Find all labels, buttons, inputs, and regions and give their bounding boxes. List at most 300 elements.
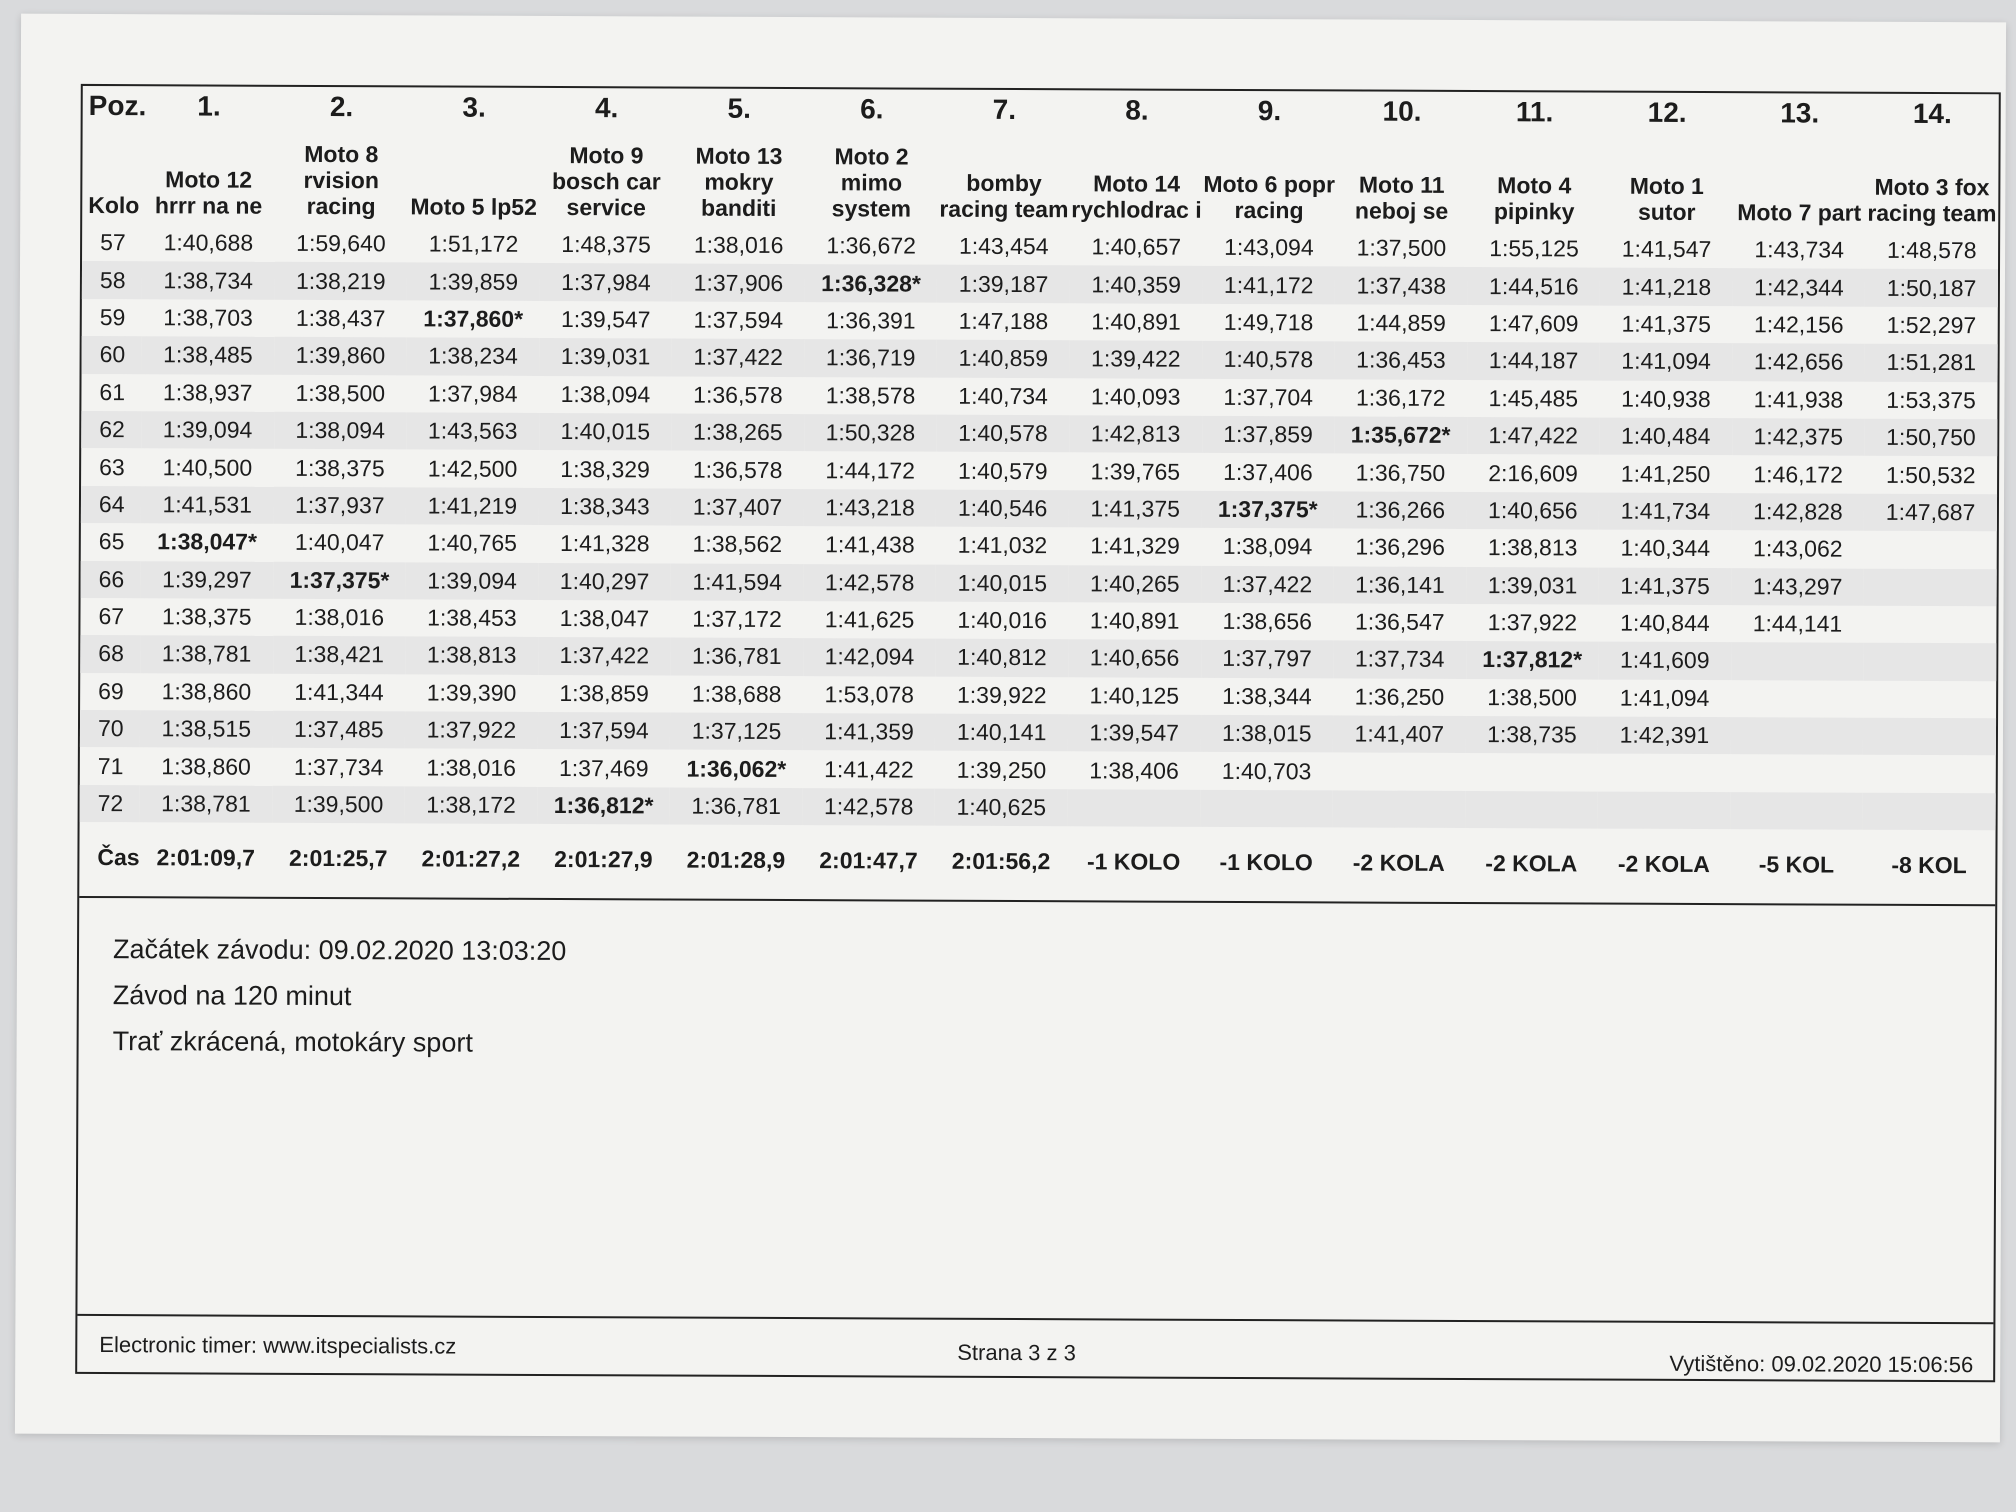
lap-time-cell: 1:38,047* <box>157 528 258 556</box>
lap-time-cell: 1:38,421 <box>273 636 406 674</box>
lap-time-cell: 1:37,438 <box>1335 267 1468 305</box>
total-time-cell: 2:01:56,2 <box>951 847 1051 874</box>
lap-time-cell: 1:38,437 <box>295 304 386 332</box>
lap-time-cell: 1:39,187 <box>937 265 1070 303</box>
lap-time-cell: 1:44,516 <box>1467 267 1600 305</box>
total-time-cell: -1 KOLO <box>1086 848 1181 875</box>
lap-time-cell: 1:38,781 <box>140 635 273 673</box>
lap-time-cell: 1:53,375 <box>1886 386 1976 413</box>
lap-time-cell: 1:38,578 <box>825 381 916 409</box>
lap-time-cell <box>1730 792 1863 830</box>
lap-time-cell: 1:38,406 <box>1089 757 1179 784</box>
lap-time-cell: 1:41,094 <box>1619 684 1710 711</box>
lap-time-cell: 1:38,656 <box>1222 608 1313 635</box>
lap-time-cell: 1:40,265 <box>1068 565 1201 603</box>
race-track: Trať zkrácená, motokáry sport <box>112 1026 473 1058</box>
lap-time-cell <box>1333 790 1466 828</box>
lap-time-cell: 1:38,859 <box>559 679 649 707</box>
lap-time-cell: 1:37,984 <box>428 380 518 407</box>
lap-time-cell: 1:36,812* <box>537 787 670 825</box>
lap-time-cell <box>1864 531 1997 569</box>
lap-number: 61 <box>99 378 126 405</box>
lap-time-cell: 1:38,485 <box>142 336 275 374</box>
lap-time-cell: 1:43,218 <box>804 489 937 527</box>
lap-time-cell: 1:38,562 <box>692 530 783 558</box>
lap-time-cell: 1:38,375 <box>295 454 385 481</box>
lap-time-cell: 2:16,609 <box>1488 459 1578 487</box>
lap-time-cell: 1:53,078 <box>824 681 915 708</box>
lap-time-cell: 1:36,750 <box>1355 459 1446 486</box>
lap-time-cell: 1:36,453 <box>1335 342 1468 380</box>
lap-time-cell: 1:36,672 <box>826 232 917 259</box>
lap-time-cell: 1:41,609 <box>1598 642 1731 680</box>
lap-time-cell: 1:38,860 <box>161 678 252 705</box>
lap-time-cell: 1:36,578 <box>692 456 783 483</box>
lap-time-cell <box>1863 718 1996 756</box>
position-label: Poz. <box>88 89 147 122</box>
total-time-cell: -2 KOLA <box>1352 849 1445 876</box>
team-name: Moto 11 neboj se <box>1354 171 1449 224</box>
lap-time-cell: 1:37,594 <box>538 712 671 750</box>
lap-time-cell <box>1731 642 1864 680</box>
total-time-cell: 2:01:27,9 <box>554 845 653 873</box>
lap-time-cell: 1:36,578 <box>693 381 783 408</box>
lap-time-cell: 1:38,734 <box>142 262 275 300</box>
total-time-cell: -2 KOLA <box>1485 849 1578 877</box>
position-number: 9. <box>1257 95 1282 127</box>
team-name: Moto 9 bosch car service <box>551 142 661 221</box>
lap-time-cell: 1:40,015 <box>936 564 1069 602</box>
lap-time-cell: 1:42,578 <box>803 564 936 602</box>
lap-time-cell: 1:42,578 <box>802 788 935 826</box>
lap-time-cell: 1:50,750 <box>1865 419 1998 457</box>
lap-time-cell: 1:36,719 <box>804 339 937 377</box>
lap-time-cell: 1:47,609 <box>1488 310 1579 337</box>
lap-time-cell <box>1200 790 1333 828</box>
lap-time-cell: 1:39,860 <box>274 337 407 375</box>
lap-number: 60 <box>82 336 142 374</box>
position-number: 11. <box>1515 96 1554 128</box>
lap-time-cell: 1:50,187 <box>1865 269 1998 307</box>
lap-time-cell: 1:41,422 <box>824 755 914 783</box>
lap-time-cell: 1:37,704 <box>1223 383 1314 411</box>
lap-time-cell: 1:37,860* <box>423 305 524 332</box>
team-name: Moto 1 sutor <box>1629 172 1704 225</box>
team-name: Moto 12 hrrr na ne <box>154 166 263 219</box>
lap-time-cell <box>1068 789 1201 827</box>
lap-time-cell: 1:36,062* <box>686 755 787 782</box>
lap-time-cell: 1:41,531 <box>141 486 274 524</box>
lap-number: 64 <box>81 486 141 524</box>
lap-time-cell: 1:40,656 <box>1068 640 1201 678</box>
lap-time-cell: 1:37,984 <box>540 263 673 301</box>
lap-time-cell: 1:35,672* <box>1334 416 1467 454</box>
lap-time-cell: 1:42,656 <box>1732 343 1865 381</box>
position-number: 12. <box>1647 96 1687 128</box>
lap-time-cell: 1:41,547 <box>1621 235 1712 263</box>
lap-time-cell: 1:41,250 <box>1620 460 1711 487</box>
lap-time-cell: 1:49,718 <box>1223 308 1314 336</box>
page-footer <box>77 1314 1993 1380</box>
position-number: 6. <box>860 93 884 125</box>
lap-time-cell: 1:38,016 <box>693 231 784 259</box>
lap-time-cell: 1:38,688 <box>691 680 782 707</box>
lap-time-cell: 1:39,390 <box>426 679 517 706</box>
lap-time-cell: 1:44,187 <box>1467 342 1600 380</box>
paper-sheet <box>15 14 2006 1443</box>
lap-time-cell: 1:41,407 <box>1333 715 1466 753</box>
position-number: 3. <box>462 91 486 123</box>
lap-time-cell: 1:39,031 <box>539 338 672 376</box>
lap-time-cell: 1:37,172 <box>692 605 782 633</box>
lap-time-cell: 1:39,031 <box>1466 567 1599 605</box>
lap-time-cell: 1:50,532 <box>1885 461 1976 488</box>
lap-time-cell: 1:39,765 <box>1090 457 1181 485</box>
position-number: 14. <box>1912 97 1952 130</box>
lap-time-cell: 1:43,454 <box>958 232 1049 260</box>
lap-time-cell: 1:38,813 <box>1487 534 1578 561</box>
lap-time-cell: 1:38,016 <box>426 754 517 781</box>
team-name: Moto 6 popr racing <box>1203 170 1336 224</box>
lap-time-cell: 1:41,625 <box>824 606 915 633</box>
lap-times-section <box>79 86 1999 906</box>
lap-time-cell: 1:44,172 <box>825 456 916 484</box>
lap-time-cell <box>1730 755 1863 793</box>
lap-time-cell: 1:38,500 <box>295 379 386 407</box>
lap-time-cell: 1:40,938 <box>1621 385 1711 412</box>
lap-time-cell: 1:37,797 <box>1201 640 1334 678</box>
lap-time-cell: 1:38,375 <box>161 603 252 630</box>
lap-time-cell: 1:38,015 <box>1200 715 1333 753</box>
lap-time-cell: 1:40,844 <box>1620 609 1710 637</box>
lap-time-cell: 1:41,375 <box>1599 567 1732 605</box>
lap-time-cell: 1:38,234 <box>407 338 540 376</box>
lap-time-cell: 1:40,344 <box>1620 534 1711 562</box>
lap-time-cell: 1:41,219 <box>406 487 539 525</box>
lap-time-cell: 1:41,218 <box>1600 268 1733 306</box>
lap-times-table <box>79 86 1998 901</box>
lap-time-cell: 1:40,579 <box>957 457 1048 484</box>
race-notes <box>113 926 567 1066</box>
lap-time-cell: 1:55,125 <box>1489 235 1579 262</box>
lap-time-cell <box>1731 680 1864 718</box>
lap-time-cell: 1:40,015 <box>539 413 672 451</box>
total-time-cell: -8 KOL <box>1891 851 1967 878</box>
lap-time-cell: 1:40,047 <box>294 529 385 556</box>
lap-time-cell: 1:38,094 <box>1222 533 1313 560</box>
lap-number: 58 <box>82 261 142 299</box>
total-time-cell: 2:01:25,7 <box>288 844 388 872</box>
lap-time-cell: 1:36,328* <box>805 264 938 302</box>
team-name: Moto 4 pipinky <box>1493 172 1575 225</box>
lap-time-cell: 1:38,860 <box>161 752 251 780</box>
lap-time-cell <box>1465 791 1598 829</box>
team-name: bomby racing team <box>939 169 1069 223</box>
team-name: Moto 14 rychlodrac i <box>1071 170 1202 223</box>
lap-time-cell: 1:37,859 <box>1202 416 1335 454</box>
lap-number: 67 <box>98 603 125 630</box>
lap-time-cell: 1:37,594 <box>693 306 784 333</box>
lap-rows <box>79 224 1998 901</box>
lap-number: 63 <box>99 453 125 480</box>
race-duration: Závod na 120 minut <box>112 980 352 1012</box>
printed-timestamp: Vytištěno: 09.02.2020 15:06:56 <box>1669 1350 1974 1378</box>
lap-time-cell: 1:40,578 <box>937 415 1070 453</box>
results-frame <box>75 84 2001 1382</box>
lap-time-cell <box>1598 754 1731 792</box>
lap-time-cell: 1:38,515 <box>140 710 273 748</box>
team-name: Moto 5 lp52 <box>410 193 537 220</box>
lap-number: 57 <box>100 229 126 256</box>
lap-time-cell: 1:40,703 <box>1221 757 1312 784</box>
lap-time-cell: 1:43,734 <box>1754 236 1844 263</box>
lap-time-cell: 1:40,765 <box>427 529 518 557</box>
lap-time-cell: 1:39,094 <box>406 562 539 600</box>
lap-time-cell: 1:41,329 <box>1090 532 1180 560</box>
race-start: Začátek závodu: 09.02.2020 13:03:20 <box>112 934 567 967</box>
team-name: Moto 13 mokry banditi <box>695 142 783 221</box>
lap-number: 59 <box>99 303 126 331</box>
lap-time-cell: 1:37,937 <box>273 487 406 525</box>
lap-time-cell: 1:40,500 <box>162 453 253 481</box>
lap-label: Kolo <box>88 191 140 219</box>
lap-time-cell: 1:51,172 <box>428 230 519 258</box>
total-time-row <box>79 822 1995 900</box>
lap-time-cell: 1:44,141 <box>1752 610 1843 637</box>
lap-time-cell: 1:40,688 <box>163 229 254 256</box>
lap-number: 68 <box>80 635 140 673</box>
lap-time-cell: 1:40,093 <box>1090 383 1181 410</box>
lap-time-cell: 1:37,906 <box>672 264 805 302</box>
lap-time-cell: 1:40,657 <box>1091 233 1182 260</box>
total-time-cell: 2:01:09,7 <box>156 844 256 871</box>
lap-time-cell: 1:43,563 <box>406 412 539 450</box>
position-number: 2. <box>329 91 354 123</box>
lap-time-cell: 1:41,359 <box>803 713 936 751</box>
lap-time-cell: 1:39,250 <box>956 756 1047 783</box>
lap-time-cell <box>1465 753 1598 791</box>
lap-number: 62 <box>81 411 141 449</box>
lap-time-cell: 1:42,156 <box>1753 311 1844 338</box>
lap-time-cell: 1:40,891 <box>1091 308 1181 335</box>
lap-time-cell: 1:40,891 <box>1089 607 1180 634</box>
lap-time-cell: 1:38,344 <box>1222 682 1312 710</box>
lap-time-cell: 1:37,406 <box>1223 458 1313 485</box>
lap-time-cell: 1:40,578 <box>1202 341 1335 379</box>
lap-time-cell: 1:40,625 <box>935 789 1068 827</box>
lap-time-cell: 1:37,485 <box>272 711 405 749</box>
lap-time-cell: 1:38,172 <box>405 786 538 824</box>
lap-time-cell: 1:40,016 <box>957 606 1047 634</box>
lap-time-cell: 1:59,640 <box>296 230 386 257</box>
lap-time-cell: 1:39,859 <box>407 263 540 301</box>
lap-time-cell: 1:40,734 <box>958 382 1048 409</box>
lap-time-cell: 1:43,062 <box>1752 535 1843 562</box>
lap-time-cell: 1:43,094 <box>1224 234 1314 261</box>
lap-time-cell: 1:48,578 <box>1886 237 1977 264</box>
lap-time-cell: 1:36,250 <box>1354 683 1445 710</box>
position-number: 4. <box>594 92 619 124</box>
lap-time-cell <box>1863 680 1996 718</box>
lap-time-cell: 1:52,297 <box>1886 311 1977 339</box>
lap-time-cell: 1:39,094 <box>141 411 274 449</box>
team-header-row <box>82 132 1998 232</box>
lap-time-cell: 1:37,422 <box>1201 565 1334 603</box>
lap-time-cell <box>1864 606 1997 644</box>
lap-time-cell: 1:41,734 <box>1599 492 1732 530</box>
lap-time-cell: 1:40,859 <box>937 340 1070 378</box>
lap-time-cell: 1:41,438 <box>825 531 915 558</box>
lap-time-cell: 1:37,125 <box>670 713 803 751</box>
lap-time-cell: 1:37,812* <box>1466 641 1599 679</box>
lap-time-cell: 1:40,484 <box>1599 418 1732 456</box>
total-time-cell: 2:01:27,2 <box>421 845 521 872</box>
total-time-cell: -2 KOLA <box>1617 850 1710 877</box>
lap-time-cell: 1:36,391 <box>826 307 916 334</box>
lap-time-cell: 1:39,547 <box>1068 714 1201 752</box>
lap-time-cell: 1:37,734 <box>293 753 384 780</box>
lap-time-cell: 1:36,296 <box>1355 533 1445 561</box>
lap-time-cell: 1:37,500 <box>1356 234 1447 262</box>
lap-number: 69 <box>98 677 124 705</box>
lap-time-cell: 1:38,781 <box>140 785 273 823</box>
lap-time-cell: 1:41,328 <box>559 530 650 557</box>
lap-time-cell: 1:37,922 <box>405 711 538 749</box>
lap-time-cell <box>1864 568 1997 606</box>
lap-time-cell: 1:40,141 <box>935 714 1068 752</box>
lap-time-cell: 1:41,594 <box>671 563 804 601</box>
lap-time-cell: 1:41,375 <box>1069 490 1202 528</box>
lap-time-cell: 1:36,172 <box>1355 384 1446 411</box>
lap-time-cell: 1:38,329 <box>560 455 650 482</box>
team-name: Moto 7 part <box>1737 199 1862 226</box>
lap-time-cell: 1:40,125 <box>1089 682 1180 709</box>
lap-time-cell: 1:40,297 <box>538 562 671 600</box>
lap-time-cell: 1:38,813 <box>405 637 538 675</box>
lap-time-cell: 1:38,265 <box>671 413 804 451</box>
total-label: Čas <box>97 843 140 870</box>
lap-time-cell: 1:42,391 <box>1598 717 1731 755</box>
timer-credit: Electronic timer: www.itspecialists.cz <box>99 1332 457 1359</box>
lap-time-cell: 1:40,656 <box>1466 492 1599 530</box>
lap-time-cell: 1:47,188 <box>958 307 1049 335</box>
lap-time-cell: 1:37,422 <box>538 637 671 675</box>
lap-time-cell: 1:38,343 <box>539 488 672 526</box>
lap-time-cell <box>1864 643 1997 681</box>
lap-number: 65 <box>98 528 125 555</box>
lap-time-cell: 1:43,297 <box>1731 568 1864 606</box>
lap-time-cell: 1:42,094 <box>803 638 936 676</box>
lap-time-cell: 1:38,219 <box>274 262 407 300</box>
lap-number: 66 <box>81 560 141 598</box>
lap-time-cell: 1:37,734 <box>1333 641 1466 679</box>
lap-time-cell: 1:39,297 <box>141 561 274 599</box>
lap-time-cell: 1:47,422 <box>1467 417 1600 455</box>
lap-time-cell: 1:39,547 <box>560 306 651 333</box>
lap-time-cell: 1:44,859 <box>1356 309 1446 336</box>
lap-time-cell: 1:38,937 <box>162 379 253 406</box>
lap-time-cell: 1:37,922 <box>1487 609 1578 636</box>
lap-time-cell: 1:41,172 <box>1202 266 1335 304</box>
team-name: Moto 3 fox racing team <box>1867 173 1997 227</box>
position-number: 7. <box>992 93 1017 126</box>
lap-time-cell: 1:50,328 <box>804 414 937 452</box>
lap-time-cell: 1:42,344 <box>1733 269 1866 307</box>
lap-time-cell: 1:40,359 <box>1070 266 1203 304</box>
lap-time-cell: 1:48,375 <box>561 231 651 258</box>
lap-time-cell: 1:36,781 <box>670 787 803 825</box>
position-header-row <box>83 86 1999 140</box>
lap-time-cell <box>1333 753 1466 791</box>
lap-time-cell: 1:40,812 <box>936 639 1069 677</box>
lap-time-cell <box>1863 755 1996 793</box>
position-number: 5. <box>727 92 751 124</box>
lap-time-cell: 1:39,922 <box>956 681 1047 709</box>
lap-time-cell <box>1863 793 1996 831</box>
lap-time-cell: 1:51,281 <box>1865 344 1998 382</box>
team-name: Moto 8 rvision racing <box>303 140 379 220</box>
lap-time-cell: 1:41,938 <box>1753 385 1844 413</box>
lap-time-cell: 1:42,813 <box>1069 415 1202 453</box>
lap-time-cell: 1:42,828 <box>1732 493 1865 531</box>
team-name: Moto 2 mimo system <box>831 143 912 222</box>
lap-time-cell: 1:41,375 <box>1621 310 1712 338</box>
lap-time-cell: 1:38,500 <box>1487 683 1577 711</box>
total-time-cell: -5 KOL <box>1758 851 1835 878</box>
lap-time-cell: 1:42,375 <box>1732 418 1865 456</box>
lap-time-cell: 1:38,016 <box>294 603 385 631</box>
lap-time-cell: 1:46,172 <box>1753 460 1843 488</box>
lap-time-cell: 1:36,781 <box>670 638 803 676</box>
lap-time-cell: 1:36,547 <box>1354 608 1445 635</box>
lap-time-cell: 1:36,141 <box>1334 566 1467 604</box>
lap-time-cell: 1:38,094 <box>560 380 651 408</box>
page-number: Strana 3 z 3 <box>957 1339 1076 1366</box>
lap-time-cell: 1:39,422 <box>1069 340 1202 378</box>
lap-time-cell: 1:38,047 <box>559 605 650 632</box>
position-number: 10. <box>1382 95 1422 127</box>
lap-time-cell: 1:38,703 <box>163 304 253 331</box>
lap-time-cell: 1:37,422 <box>672 339 805 377</box>
lap-time-cell: 1:38,735 <box>1466 716 1599 754</box>
lap-time-cell: 1:41,344 <box>294 678 384 706</box>
position-number: 1. <box>197 90 221 122</box>
lap-time-cell: 1:39,500 <box>272 786 405 824</box>
lap-time-cell: 1:36,266 <box>1334 491 1467 529</box>
lap-time-cell: 1:37,407 <box>671 488 804 526</box>
position-number: 8. <box>1125 94 1149 126</box>
lap-time-cell: 1:37,469 <box>558 754 649 782</box>
total-time-cell: 2:01:28,9 <box>686 846 786 873</box>
position-number: 13. <box>1780 97 1820 129</box>
lap-number: 70 <box>80 710 140 748</box>
lap-time-cell: 1:47,687 <box>1864 493 1997 531</box>
lap-time-cell: 1:40,546 <box>936 489 1069 527</box>
lap-time-cell: 1:37,375* <box>273 561 406 599</box>
lap-time-cell: 1:37,375* <box>1201 491 1334 529</box>
lap-time-cell: 1:38,453 <box>427 604 517 631</box>
lap-time-cell <box>1731 717 1864 755</box>
lap-time-cell <box>1598 791 1731 829</box>
lap-time-cell: 1:42,500 <box>427 454 518 482</box>
total-time-cell: 2:01:47,7 <box>819 846 918 874</box>
total-time-cell: -1 KOLO <box>1219 848 1313 876</box>
lap-time-cell: 1:41,032 <box>957 532 1048 559</box>
lap-time-cell: 1:45,485 <box>1488 384 1579 412</box>
lap-time-cell: 1:38,094 <box>274 412 407 450</box>
lap-time-cell: 1:41,094 <box>1600 343 1733 381</box>
lap-number: 71 <box>97 752 124 779</box>
